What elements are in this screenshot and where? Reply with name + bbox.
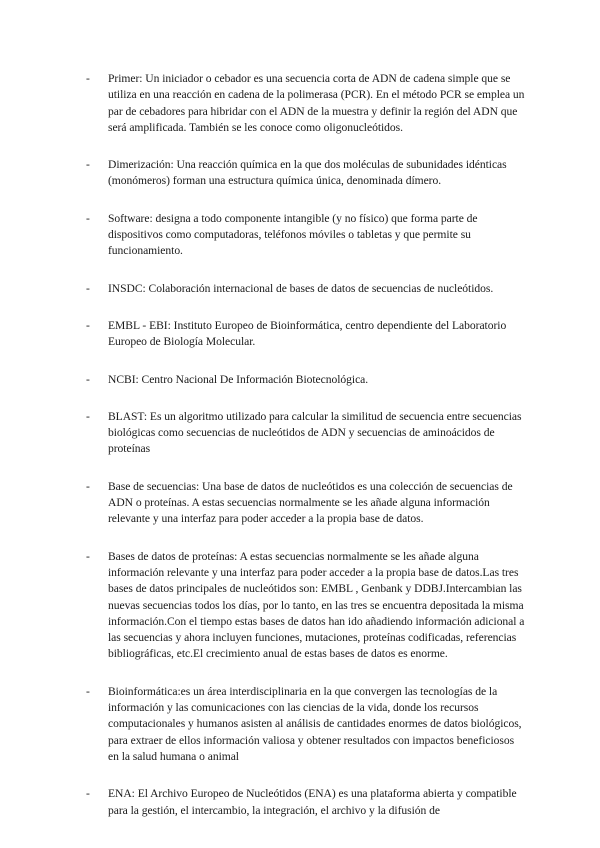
bullet-dash: - xyxy=(86,281,90,295)
bullet-dash: - xyxy=(86,787,90,801)
glossary-text: Bases de datos de proteínas: A estas secuencias normalmente se les añade alguna información relevante y una interfaz para poder acceder a la propia base de datos.Las tres bases de datos principales de nucleótidos son: EMBL , Genbank y DDBJ.Intercambian las nuevas secuencias todos los días, por lo tanto, en las tres se encuentra depositada la misma información.Con el tiempo estas bases de datos han ido añadiendo información adicional a las secuencias y ahora incluyen funciones, mutaciones, proteínas codificadas, referencias bibliográficas, etc.El crecimiento anual de estas bases de datos es enorme. xyxy=(108,549,525,661)
glossary-item-primer xyxy=(86,71,526,136)
bullet-dash: - xyxy=(86,479,90,493)
glossary-item-ena xyxy=(86,786,526,819)
glossary-item-dimerizacion xyxy=(86,157,526,190)
bullet-dash: - xyxy=(86,318,90,332)
bullet-dash: - xyxy=(86,372,90,386)
glossary-text: INSDC: Colaboración internacional de bases de datos de secuencias de nucleótidos. xyxy=(108,281,494,295)
bullet-dash: - xyxy=(86,211,90,225)
glossary-text: Primer: Un iniciador o cebador es una secuencia corta de ADN de cadena simple que se utiliza en una reacción en cadena de la polimerasa (PCR). En el método PCR se emplea un par de cebadores para hibridar con el ADN de la muestra y definir la región del ADN que será amplificada. También se les conoce como oligonucleótidos. xyxy=(108,72,525,134)
glossary-text: ENA: El Archivo Europeo de Nucleótidos (ENA) es una plataforma abierta y compatible para la gestión, el intercambio, la integración, el archivo y la difusión de xyxy=(108,787,517,817)
glossary-item-base-de-secuencias xyxy=(86,479,526,528)
glossary-text: BLAST: Es un algoritmo utilizado para calcular la similitud de secuencia entre secuencias biológicas como secuencias de nucleótidos de ADN y secuencias de aminoácidos de proteínas xyxy=(108,409,522,456)
glossary-item-ncbi xyxy=(86,372,526,388)
bullet-dash: - xyxy=(86,158,90,172)
glossary-item-bases-de-datos-de-proteinas xyxy=(86,549,526,663)
glossary-text: Base de secuencias: Una base de datos de nucleótidos es una colección de secuencias de ADN o proteínas. A estas secuencias normalmente se les añade alguna información relevante y una interfaz para poder acceder a la propia base de datos. xyxy=(108,479,513,526)
glossary-text: EMBL - EBI: Instituto Europeo de Bioinformática, centro dependiente del Laboratorio Europeo de Biología Molecular. xyxy=(108,318,507,349)
glossary-item-blast xyxy=(86,409,526,458)
glossary-item-software xyxy=(86,211,526,260)
glossary-text: Bioinformática:es un área interdisciplinaria en la que convergen las tecnologías de la información y las comunicaciones con las ciencias de la vida, donde los recursos computacionales y humanos asisten al análisis de cantidades enormes de datos biológicos, para extraer de ellos información valiosa y obtener resultados con impactos beneficiosos en la salud humana o animal xyxy=(108,684,522,763)
bullet-dash: - xyxy=(86,684,90,698)
glossary-text: NCBI: Centro Nacional De Información Biotecnológica. xyxy=(108,372,369,386)
glossary-list xyxy=(86,71,526,840)
glossary-item-embl-ebi xyxy=(86,318,526,351)
bullet-dash: - xyxy=(86,409,90,423)
glossary-text: Software: designa a todo componente intangible (y no físico) que forma parte de dispositivos como computadoras, teléfonos móviles o tabletas y que permite su funcionamiento. xyxy=(108,211,478,258)
glossary-item-insdc xyxy=(86,281,526,297)
glossary-item-bioinformatica xyxy=(86,684,526,765)
bullet-dash: - xyxy=(86,549,90,563)
bullet-dash: - xyxy=(86,72,90,85)
glossary-text: Dimerización: Una reacción química en la que dos moléculas de subunidades idénticas (monómeros) forman una estructura química única, denominada dímero. xyxy=(108,158,507,188)
